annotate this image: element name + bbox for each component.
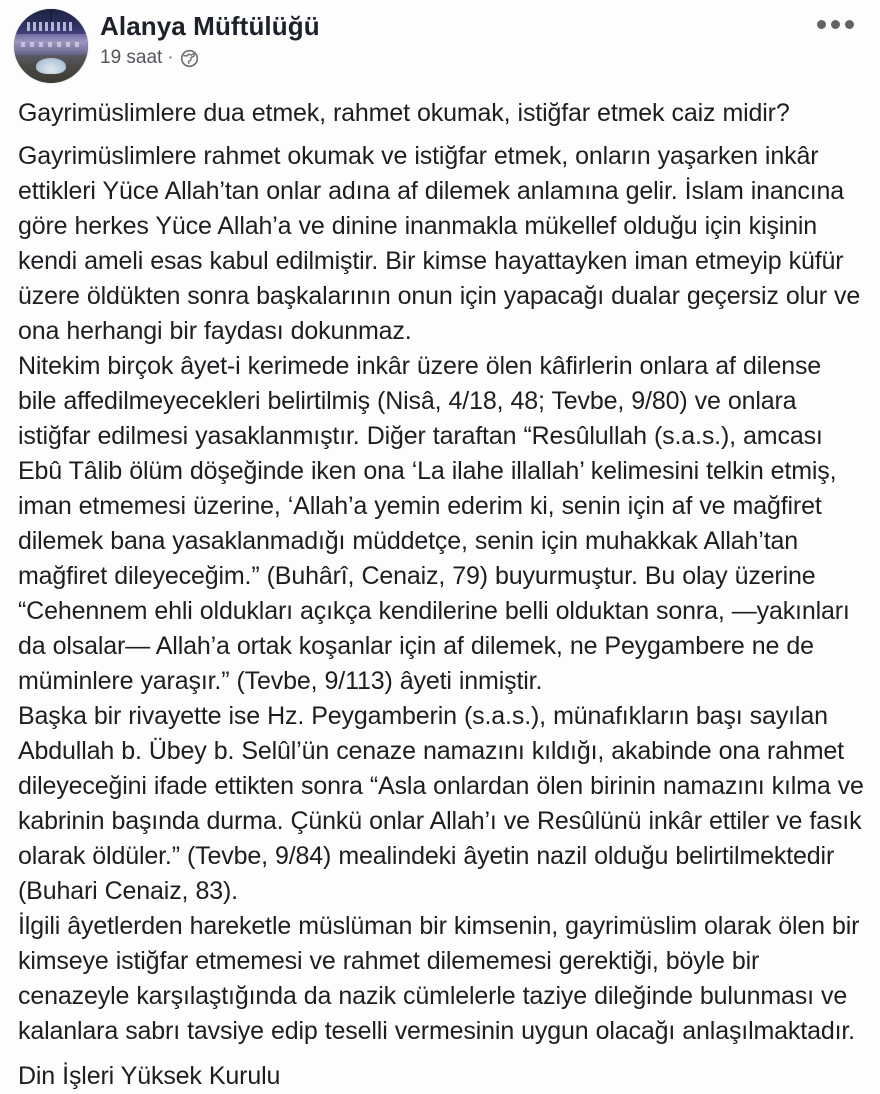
content-paragraph-1: Gayrimüslimlere rahmet okumak ve istiğfar etmek, onların yaşarken inkâr ettikleri Yüce Allah’tan onlar adına af dilemek anlamına gelir. İslam inancına göre herkes Yüce Allah’a ve dinine inanmakla mükellef olduğu için kişinin kendi ameli esas kabul edilmiştir. Bir kimse hayattayken iman etmeyip küfür üzere öldükten sonra başkalarının onun için yapacağı dualar geçersiz olur ve ona herhangi bir faydası dokunmaz.: [18, 142, 861, 345]
content-paragraph-4: İlgili âyetlerden hareketle müslüman bir kimsenin, gayrimüslim olarak ölen bir kimseye istiğfar etmemesi ve rahmet dilememesi gerektiği, böyle bir cenazeyle karşılaştığında da nazik cümlelerle taziye dileğinde bulunması ve kalanlara sabrı tavsiye edip teselli vermesinin uygun olacağı anlaşılmaktadır.: [18, 912, 860, 1045]
post-timestamp[interactable]: 19 saat: [100, 47, 163, 68]
post-header: [0, 0, 880, 92]
meta-separator: ·: [167, 47, 174, 68]
page-name[interactable]: Alanya Müftülüğü: [100, 11, 320, 41]
ellipsis-dot-1: [817, 20, 826, 29]
ellipsis-dot-2: [831, 20, 840, 29]
question-title: Gayrimüslimlere dua etmek, rahmet okumak, istiğfar etmek caiz midir?: [18, 99, 790, 127]
avatar-detail-band: [21, 42, 80, 47]
content-paragraph-2: Nitekim birçok âyet-i kerimede inkâr üzere ölen kâfirlerin onlara af dilense bile affedilmeyecekleri belirtilmiş (Nisâ, 4/18, 48; Tevbe, 9/80) ve onlara istiğfar edilmesi yasaklanmıştır. Diğer taraftan “Resûlullah (s.a.s.), amcası Ebû Tâlib ölüm döşeğinde iken ona ‘La ilahe illallah’ kelimesini telkin etmiş, iman etmemesi üzerine, ‘Allah’a yemin ederim ki, senin için af ve mağfiret dilemek bana yasaklanmadığı müddetçe, senin için muhakkak Allah’tan mağfiret dileyeceğim.” (Buhârî, Cenaiz, 79) buyurmuştur. Bu olay üzerine “Cehennem ehli oldukları açıkça kendilerine belli olduktan sonra, —yakınları da olsalar— Allah’a ortak koşanlar için af dilemek, ne Peygambere ne de müminlere yaraşır.” (Tevbe, 9/113) âyeti inmiştir.: [18, 352, 850, 695]
post-content: [18, 96, 866, 1094]
avatar[interactable]: [14, 9, 88, 83]
content-signature: Din İşleri Yüksek Kurulu: [18, 1062, 281, 1090]
header-text-block: [100, 9, 320, 69]
avatar-minaret-shape: [50, 10, 52, 20]
more-options-button[interactable]: [813, 16, 858, 33]
avatar-dome-shape: [36, 58, 66, 74]
globe-icon[interactable]: [180, 49, 199, 68]
post-meta: [100, 47, 320, 69]
ellipsis-dot-3: [845, 20, 854, 29]
avatar-text-band: [27, 22, 74, 32]
content-paragraph-3: Başka bir rivayette ise Hz. Peygamberin (s.a.s.), münafıkların başı sayılan Abdullah b. Übey b. Selûl’ün cenaze namazını kıldığı, akabinde ona rahmet dileyeceğini ifade ettikten sonra “Asla onlardan ölen birinin namazını kılma ve kabrinin başında durma. Çünkü onlar Allah’ı ve Resûlünü inkâr ettiler ve fasık olarak öldüler.” (Tevbe, 9/84) mealindeki âyetin nazil olduğu belirtilmektedir (Buhari Cenaiz, 83).: [18, 702, 864, 905]
